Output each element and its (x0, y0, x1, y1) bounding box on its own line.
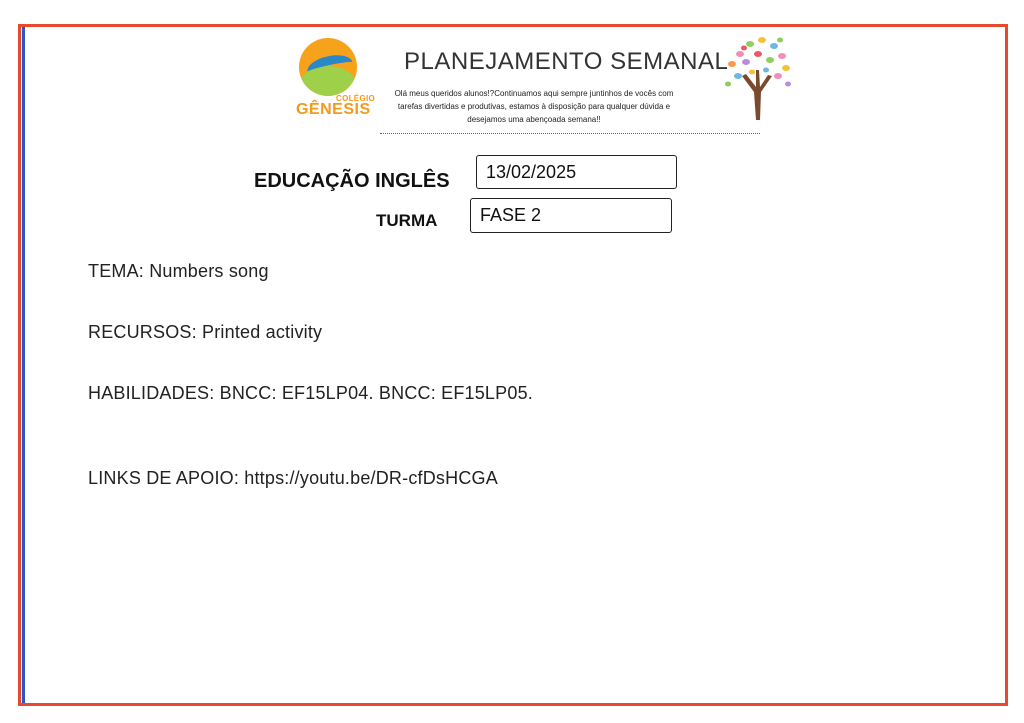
links-line[interactable]: LINKS DE APOIO: https://youtu.be/DR-cfDsHCGA (88, 468, 498, 488)
recursos-line: RECURSOS: Printed activity (88, 322, 323, 342)
logo-name: GÊNESIS (296, 101, 371, 118)
logo-small-text: COLÉGIO (336, 94, 375, 103)
subject-title: EDUCAÇÃO INGLÊS (254, 170, 450, 192)
header-divider (380, 133, 760, 134)
page-title: PLANEJAMENTO SEMANAL (404, 48, 729, 75)
turma-field: FASE 2 (470, 198, 672, 233)
tree-icon (720, 32, 796, 122)
date-field: 13/02/2025 (476, 155, 677, 189)
logo-emblem-icon (299, 38, 357, 96)
page-frame (18, 24, 1008, 706)
school-logo (294, 38, 376, 122)
turma-label: TURMA (376, 211, 438, 230)
habilidades-line: HABILIDADES: BNCC: EF15LP04. BNCC: EF15LP05. (88, 383, 533, 403)
welcome-message: Olá meus queridos alunos!?Continuamos aqui sempre juntinhos de vocês com tarefas divertidas e produtivas, estamos à disposição para qualquer dúvida e desejamos uma abençoada semana!! (394, 89, 674, 124)
left-accent-rule (22, 27, 25, 703)
tema-line: TEMA: Numbers song (88, 261, 269, 281)
